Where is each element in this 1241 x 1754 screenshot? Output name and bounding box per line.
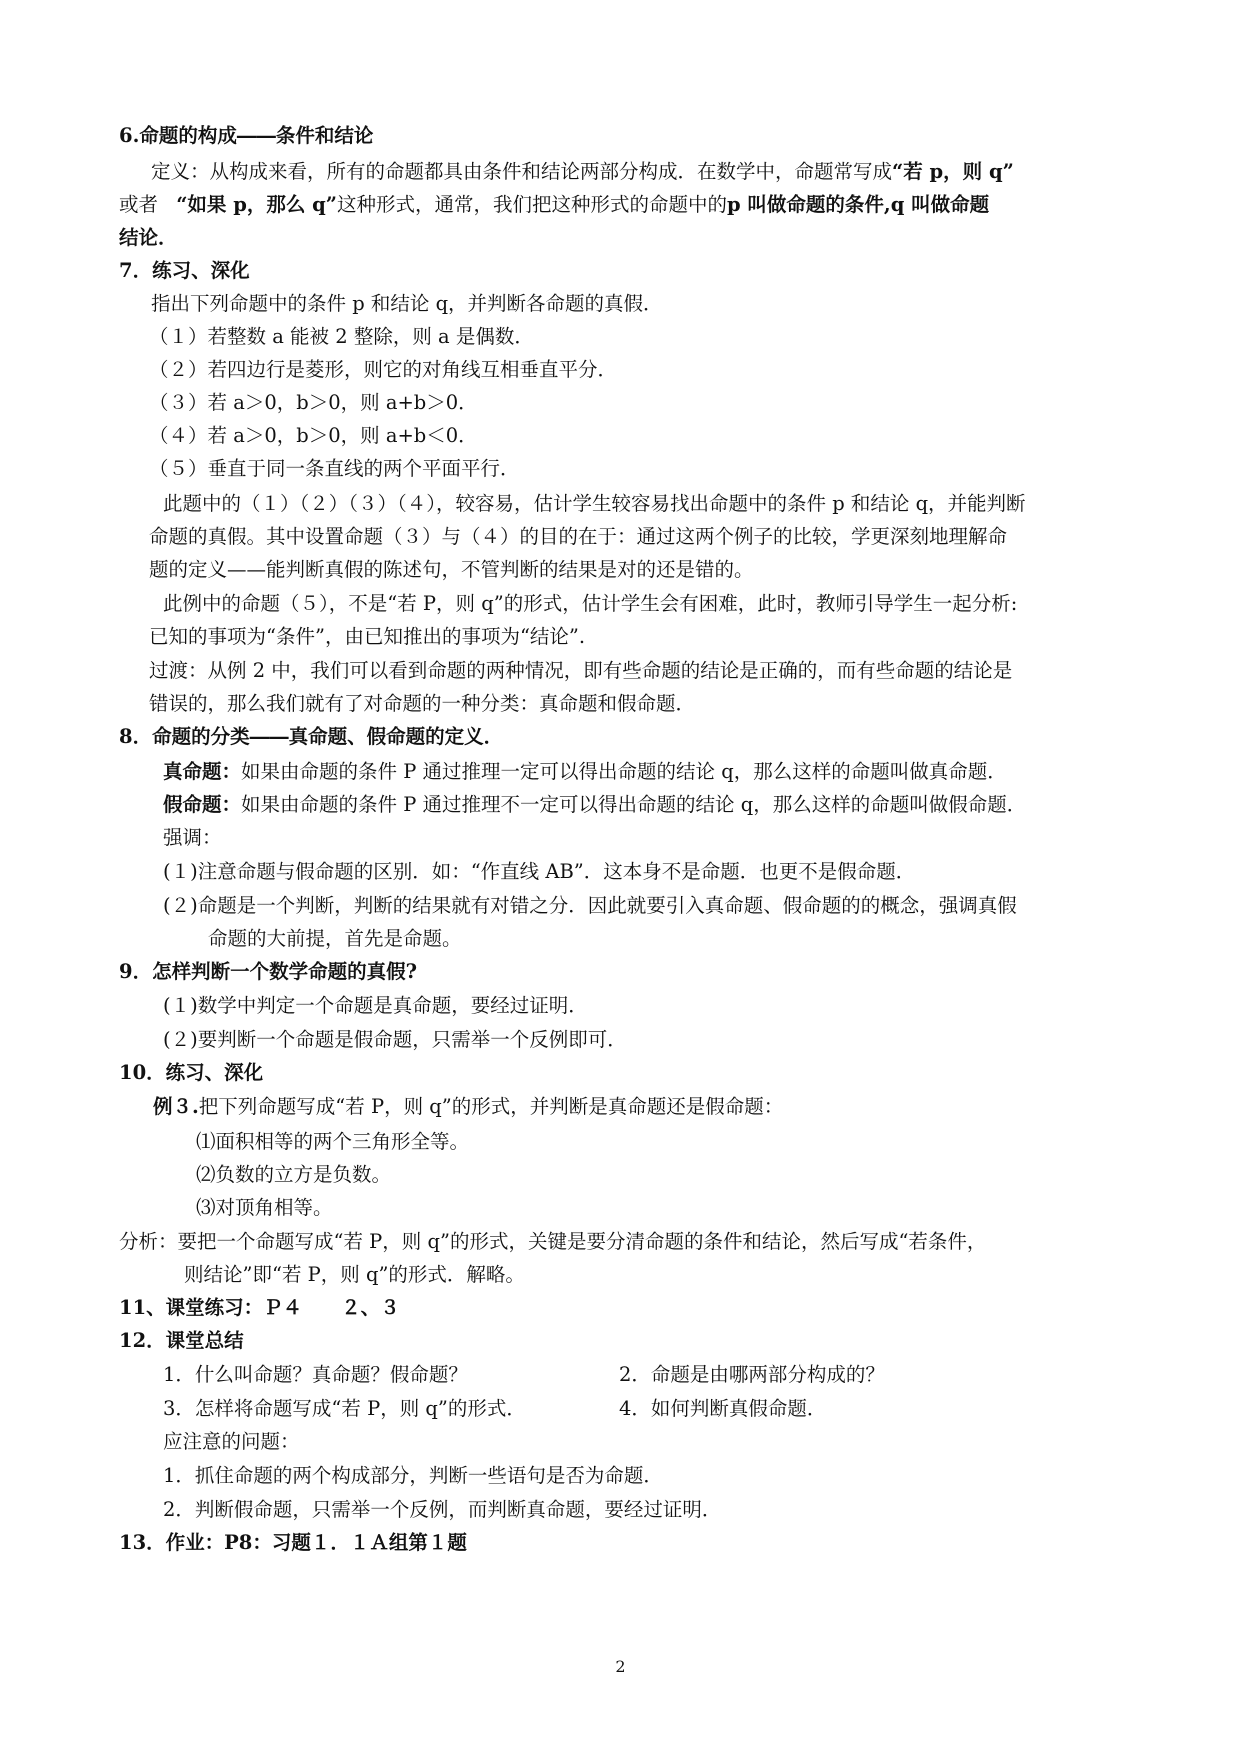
page-number: 2 — [615, 1657, 626, 1676]
section-7-commentary-line1: 此题中的（１）（２）（３）（４），较容易，估计学生较容易找出命题中的条件 p 和结论 q，并能判断 — [163, 492, 1026, 515]
section-7-item-4: （４）若 a＞0，b＞0，则 a+b＜0． — [149, 424, 478, 447]
emphasis-note-2-line2: 命题的大前提，首先是命题。 — [208, 927, 462, 950]
section-7-analysis-line2: 已知的事项为“条件”，由已知推出的事项为“结论”. — [149, 625, 586, 648]
section-7-intro: 指出下列命题中的条件 p 和结论 q，并判断各命题的真假． — [151, 292, 663, 315]
section-6-heading: 6.命题的构成――条件和结论 — [119, 124, 374, 147]
section-9-item-2: (２)要判断一个命题是假命题，只需举一个反例即可． — [163, 1028, 627, 1051]
section-6-definition-line3: 结论． — [119, 226, 178, 249]
summary-questions-row1: 1．什么叫命题？真命题？假命题？ 2．命题是由哪两部分构成的？ — [163, 1363, 885, 1386]
true-proposition-definition: 真命题：如果由命题的条件 P 通过推理一定可以得出命题的结论 q，那么这样的命题叫做真命题． — [163, 760, 1007, 783]
section-6-definition-line1: 定义：从构成来看，所有的命题都具由条件和结论两部分构成．在数学中，命题常写成“若 p，则 q” — [151, 160, 1014, 183]
attention-item-2: 2．判断假命题，只需举一个反例，而判断真命题，要经过证明． — [163, 1498, 722, 1521]
section-7-commentary-line2: 命题的真假。其中设置命题（３）与（４）的目的在于：通过这两个例子的比较，学更深刻地理解命 — [149, 525, 1008, 548]
section-9-heading: 9．怎样判断一个数学命题的真假? — [119, 960, 417, 983]
section-7-item-2: （２）若四边行是菱形，则它的对角线互相垂直平分． — [149, 358, 618, 381]
emphasis-note-2-line1: (２)命题是一个判断，判断的结果就有对错之分．因此就要引入真命题、假命题的的概念，强调真假 — [163, 894, 1017, 917]
emphasis-label: 强调： — [163, 826, 222, 849]
section-7-item-5: （５）垂直于同一条直线的两个平面平行． — [149, 457, 520, 480]
section-7-item-1: （１）若整数 a 能被 2 整除，则 a 是偶数． — [149, 325, 534, 348]
section-7-analysis-line1: 此例中的命题（５），不是“若 P，则 q”的形式，估计学生会有困难，此时，教师引导学生一起分析: — [163, 592, 1018, 615]
section-7-transition-line1: 过渡：从例 2 中，我们可以看到命题的两种情况，即有些命题的结论是正确的，而有些命题的结论是 — [149, 659, 1013, 682]
section-6-definition-line2: 或者 “如果 p，那么 q”这种形式，通常，我们把这种形式的命题中的p 叫做命题的条件,q 叫做命题 — [119, 193, 990, 216]
example-3-item-2: ⑵负数的立方是负数。 — [196, 1163, 392, 1186]
section-7-transition-line2: 错误的，那么我们就有了对命题的一种分类：真命题和假命题． — [149, 692, 696, 715]
section-11-heading: 11、课堂练习：Ｐ４ ２、３ — [119, 1296, 400, 1319]
example-3-item-1: ⑴面积相等的两个三角形全等。 — [196, 1130, 470, 1153]
example-3-item-3: ⑶对顶角相等。 — [196, 1196, 333, 1219]
section-7-item-3: （３）若 a＞0，b＞0，则 a+b＞0． — [149, 391, 478, 414]
analysis-line2: 则结论”即“若 P，则 q”的形式．解略。 — [184, 1263, 525, 1286]
attention-item-1: 1．抓住命题的两个构成部分，判断一些语句是否为命题． — [163, 1464, 663, 1487]
emphasis-note-1: (１)注意命题与假命题的区别．如：“作直线 AB”．这本身不是命题．也更不是假命题． — [163, 860, 916, 883]
section-7-commentary-line3: 题的定义——能判断真假的陈述句，不管判断的结果是对的还是错的。 — [149, 558, 754, 581]
summary-questions-row2: 3．怎样将命题写成“若 P，则 q”的形式． 4．如何判断真假命题． — [163, 1397, 827, 1420]
false-proposition-definition: 假命题：如果由命题的条件 P 通过推理不一定可以得出命题的结论 q，那么这样的命题叫做假命题． — [163, 793, 1027, 816]
analysis-line1: 分析：要把一个命题写成“若 P，则 q”的形式，关键是要分清命题的条件和结论，然后写成“若条件， — [119, 1230, 987, 1253]
section-8-heading: 8．命题的分类――真命题、假命题的定义． — [119, 725, 504, 748]
attention-label: 应注意的问题： — [163, 1430, 300, 1453]
section-9-item-1: (１)数学中判定一个命题是真命题，要经过证明． — [163, 994, 588, 1017]
section-7-heading: 7．练习、深化 — [119, 259, 250, 282]
section-12-heading: 12．课堂总结 — [119, 1329, 244, 1352]
section-13-heading: 13．作业：P8：习题１．１Ａ组第１题 — [119, 1531, 467, 1554]
example-3-prompt: 例３.把下列命题写成“若 P，则 q”的形式，并判断是真命题还是假命题： — [153, 1095, 784, 1118]
section-10-heading: 10．练习、深化 — [119, 1061, 264, 1084]
